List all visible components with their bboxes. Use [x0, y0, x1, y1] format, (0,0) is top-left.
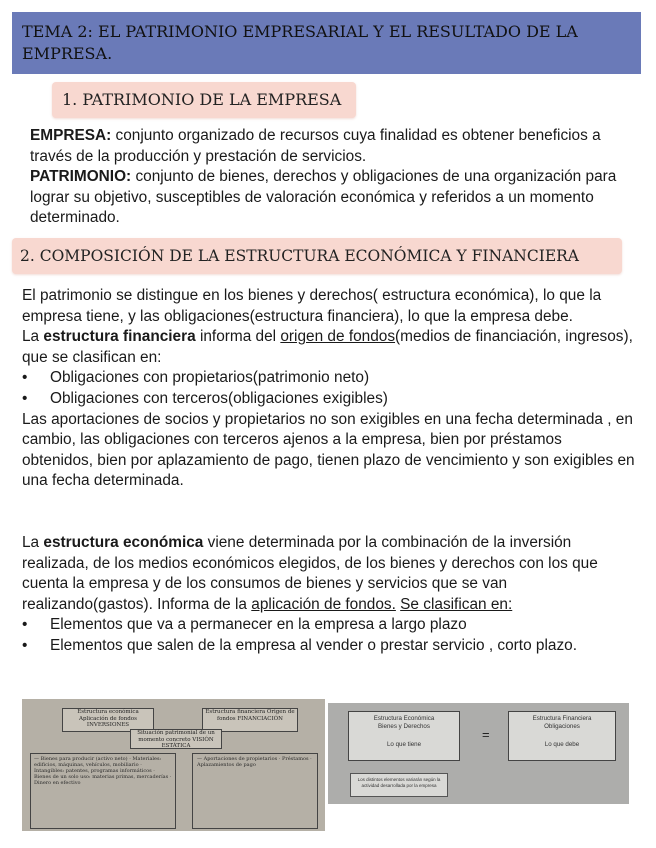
financial-list	[22, 368, 637, 409]
fin-structure-title: Estructura Financiera	[532, 715, 592, 722]
balance-diagram-photo	[328, 703, 629, 804]
patrimonio-term: PATRIMONIO:	[30, 168, 132, 186]
economic-list	[22, 615, 637, 656]
eco-structure-title: Estructura Económica	[373, 715, 435, 722]
economic-body	[22, 533, 637, 657]
empresa-term: EMPRESA:	[30, 127, 112, 144]
equals-sign: =	[482, 727, 490, 742]
diagram-note: Los distintos elementos variarán según la actividad desarrollada por la empresa	[350, 773, 448, 797]
eco-structure-box	[348, 711, 460, 761]
eco-prefix: La	[22, 534, 44, 551]
section-1-title-text: 1. PATRIMONIO DE LA EMPRESA	[62, 90, 342, 109]
diagram-right-list: — Aportaciones de propietarios · Préstamos · Aplazamientos de pago	[197, 756, 312, 768]
diagram-center-box	[130, 729, 222, 749]
fin-link: origen de fondos	[280, 328, 396, 346]
fin-structure-foot: Lo que debe	[544, 741, 580, 748]
section-2-body	[22, 286, 637, 492]
financial-note: Las aportaciones de socios y propietarios no son exigibles en una fecha determinada , en cambio, las obligaciones con terceros ajenos a la empresa, bien por préstamos obtenidos, bien por aplazamiento de pago, tienen plazo de vencimiento y son exigibles en una fecha determinada.	[22, 410, 635, 490]
section-2-title-text: 2. COMPOSICIÓN DE LA ESTRUCTURA ECONÓMICA Y FINANCIERA	[20, 247, 579, 265]
eco-link: aplicación de fondos.	[251, 595, 396, 613]
topic-banner	[12, 12, 641, 74]
eco-term: estructura económica	[43, 534, 204, 551]
diagram-left-list: — Bienes para producir (activo neto) · Materiales: edificios, máquinas, vehículos, mobiliario · Intangibles: patentes, programas informáticos · Bienes de un solo uso: materias primas, mercaderías · Dinero en efectivo	[34, 756, 172, 786]
structure-diagram-photo	[22, 699, 325, 831]
fin-structure-sub: Obligaciones	[544, 723, 580, 730]
section-2-title	[12, 238, 622, 274]
diagram-economic-text: Estructura económica Aplicación de fondos INVERSIONES	[77, 709, 139, 728]
list-item: • Elementos que va a permanecer en la empresa a largo plazo	[22, 615, 637, 636]
financial-paragraph	[22, 327, 637, 368]
diagram-financial-text: Estructura financiera Origen de fondos FINANCIACIÓN	[205, 709, 295, 722]
section-1-title	[52, 82, 356, 118]
eco-link-2: Se clasifican en:	[400, 595, 513, 613]
fin-prefix: La	[22, 328, 44, 346]
fin-suffix: (medios de financiación, ingresos), que se clasifican en:	[22, 328, 633, 366]
empresa-definition	[30, 126, 635, 167]
list-item: • Elementos que salen de la empresa al vender o prestar servicio , corto plazo.	[22, 636, 637, 657]
eco-structure-foot: Lo que tiene	[386, 741, 422, 748]
definitions	[30, 126, 635, 229]
eco-text: viene determinada por la combinación de la inversión realizada, de los medios económicos elegidos, de los bienes y derechos con los que cuenta la empresa y de los consumos de bienes y servicios que se van realizando(gastos). Informa de la	[22, 534, 598, 613]
list-item: • Obligaciones con propietarios(patrimonio neto)	[22, 368, 637, 389]
intro-paragraph: El patrimonio se distingue en los bienes y derechos( estructura económica), lo que la empresa tiene, y las obligaciones(estructura financiera), lo que la empresa debe.	[22, 287, 602, 325]
patrimonio-def-text: conjunto de bienes, derechos y obligaciones de una organización para lograr su objetivo, susceptibles de valoración económica y referidos a un momento determinado.	[30, 168, 617, 227]
topic-title: TEMA 2: EL PATRIMONIO EMPRESARIAL Y EL RESULTADO DE LA EMPRESA.	[22, 22, 578, 63]
economic-paragraph	[22, 533, 637, 615]
empresa-def-text: conjunto organizado de recursos cuya finalidad es obtener beneficios a través de la producción y prestación de servicios.	[30, 127, 601, 165]
patrimonio-definition	[30, 167, 635, 229]
fin-structure-box	[508, 711, 616, 761]
list-item: • Obligaciones con terceros(obligaciones exigibles)	[22, 389, 637, 410]
diagram-center-text: Situación patrimonial de un momento concreto VISIÓN ESTÁTICA	[137, 730, 215, 749]
fin-term: estructura financiera	[43, 328, 196, 346]
eco-structure-sub: Bienes y Derechos	[378, 723, 430, 730]
fin-mid: informa del	[195, 328, 281, 346]
